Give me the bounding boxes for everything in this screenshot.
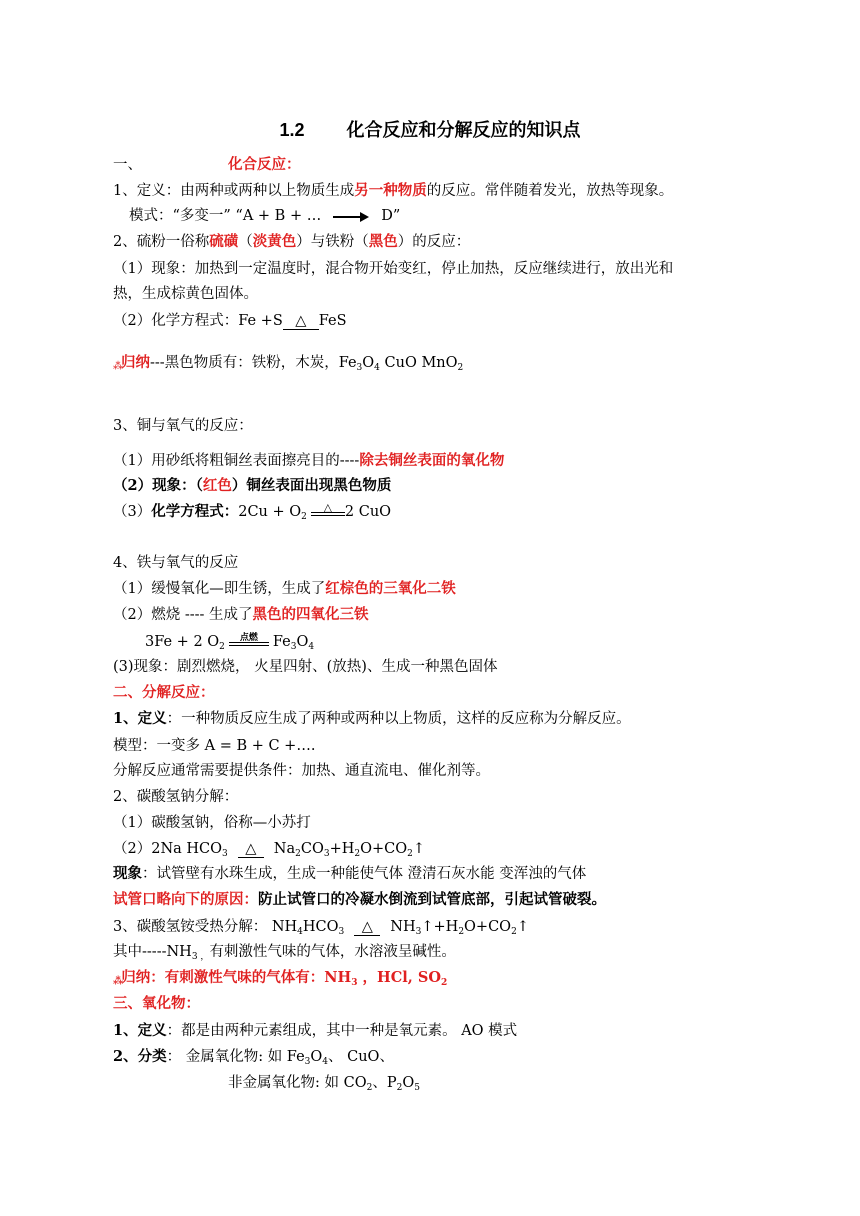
- oxide-definition: 1、定义：都是由两种元素组成，其中一种是氧元素。 AO 模式: [113, 1022, 518, 1039]
- phenomenon-line-1: （1）现象：加热到一定温度时，混合物开始变红，停止加热，反应继续进行，放出光和: [113, 261, 674, 277]
- iron-line-1: （1）缓慢氧化—即生锈，生成了红棕色的三氧化二铁: [113, 580, 456, 597]
- heat-condition: △: [283, 311, 319, 330]
- oxide-classification: 2、分类： 金属氧化物: 如 $Fe_3O_4$、 CuO、: [113, 1048, 394, 1067]
- section3-heading: 三、氧化物：: [113, 995, 200, 1012]
- heat-condition: △: [311, 514, 345, 516]
- section2-heading: 二、分解反应：: [113, 684, 215, 701]
- nahco3-equation: （2）2Na $HCO_3$ △ $Na_2CO_3+H_2O+CO_2↑$: [113, 841, 426, 859]
- heat-condition: △: [238, 839, 264, 858]
- definition-line: 1、定义：由两种或两种以上物质生成另一种物质的反应。常伴随着发光，放热等现象。: [113, 182, 674, 199]
- ignite-condition: 点燃: [229, 644, 269, 646]
- summary-pungent: ⁂归纳：有刺激性气味的气体有：$NH_3$ ，HCl, $SO_2$: [113, 969, 448, 988]
- decomp-definition: 1、定义：一种物质反应生成了两种或两种以上物质，这样的反应称为分解反应。: [113, 710, 631, 727]
- decomp-conditions: 分解反应通常需要提供条件：加热、通直流电、催化剂等。: [113, 763, 490, 779]
- decomp-model: 模型：一变多 A = B + C +….: [113, 738, 316, 754]
- star-icon: ⁂: [113, 361, 121, 372]
- iron-heading: 4、铁与氧气的反应: [113, 555, 239, 571]
- star-icon: ⁂: [113, 976, 122, 987]
- nh4hco3-equation: 3、碳酸氢铵受热分解： $NH_4HCO_3$ △ $NH_3↑+H_2O+CO_2↑$: [113, 919, 529, 937]
- sulfur-line: 2、硫粉一俗称硫磺（淡黄色）与铁粉（黑色）的反应：: [113, 233, 471, 250]
- mode-line: 模式：“多变一” “A + B + … D”: [129, 208, 401, 224]
- iron-phenomenon: (3)现象：剧烈燃烧， 火星四射、(放热)、生成一种黑色固体: [113, 659, 498, 675]
- copper-heading: 3、铜与氧气的反应：: [113, 418, 253, 434]
- nh3-note: 其中$-----NH_{3 ,}$有刺激性气味的气体，水溶液呈碱性。: [113, 944, 456, 962]
- test-tube-reason: 试管口略向下的原因：防止试管口的冷凝水倒流到试管底部，引起试管破裂。: [113, 891, 606, 908]
- arrow-icon: [333, 211, 369, 221]
- section-number: 1.2: [279, 120, 305, 140]
- copper-line-1: （1）用砂纸将粗铜丝表面擦亮目的----除去铜丝表面的氧化物: [113, 452, 505, 469]
- copper-equation: （3）化学方程式：$2Cu + O_2$ △ 2 CuO: [113, 501, 392, 522]
- heat-condition: △: [354, 917, 380, 936]
- title-text: 化合反应和分解反应的知识点: [346, 120, 581, 140]
- nahco3-line-1: （1）碳酸氢钠，俗称—小苏打: [113, 815, 311, 831]
- iron-line-2: （2）燃烧 ---- 生成了黑色的四氧化三铁: [113, 606, 369, 623]
- iron-equation: 3Fe + 2 $O_2$ 点燃 $Fe_3O_4$: [145, 633, 315, 652]
- copper-line-2: （2）现象：（红色）铜丝表面出现黑色物质: [113, 477, 392, 494]
- summary-black: ⁂归纳---黑色物质有：铁粉，木炭，$Fe_3O_4$ CuO MnO$_2$: [113, 354, 464, 373]
- nahco3-heading: 2、碳酸氢钠分解：: [113, 789, 239, 805]
- equation-fes: （2）化学方程式：Fe +S △ FeS: [113, 313, 347, 329]
- nahco3-phenomenon: 现象：试管壁有水珠生成，生成一种能使气体 澄清石灰水能 变浑浊的气体: [113, 865, 587, 882]
- section1-heading: 一、 化合反应：: [113, 156, 301, 173]
- page-title: [0, 116, 860, 142]
- nonmetal-oxides: 非金属氧化物: 如 $CO_2$、$P_2O_5$: [228, 1075, 420, 1093]
- phenomenon-line-2: 热，生成棕黄色固体。: [113, 286, 258, 302]
